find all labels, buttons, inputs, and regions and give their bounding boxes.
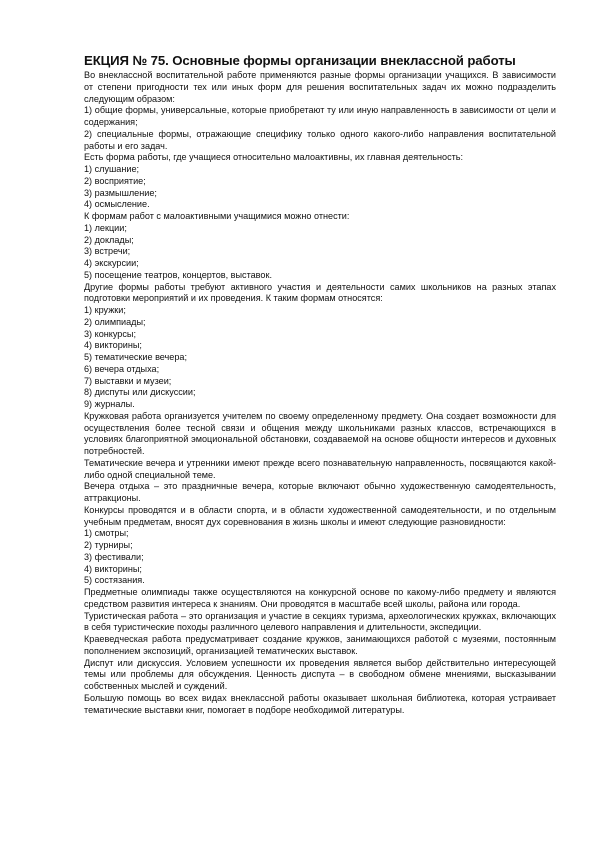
paragraph: 9) журналы.	[84, 399, 135, 409]
paragraph: Краеведческая работа предусматривает создание кружков, занимающихся работой с музеями, постоянным пополнением экспозиций, организацией тематических выставок.	[84, 634, 556, 656]
paragraph: 2) турниры;	[84, 540, 133, 550]
paragraph: 2) доклады;	[84, 234, 134, 245]
paragraph: 8) диспуты или дискуссии;	[84, 387, 196, 398]
paragraph: 5) посещение театров, концертов, выставок.	[84, 269, 272, 280]
paragraph: 3) конкурсы;	[84, 328, 136, 339]
paragraph: Диспут или дискуссия. Условием успешности их проведения является выбор действительно интересующей темы или проблемы для обсуждения. Ценность диспута – в свободном обмене мнениями, высказывании собственных мыслей и суждений.	[84, 657, 556, 691]
paragraph: 1) смотры;	[84, 528, 129, 539]
paragraph: Вечера отдыха – это праздничные вечера, которые включают обычно художественную самодеятельность, аттракционы.	[84, 481, 556, 503]
paragraph: 2) восприятие;	[84, 175, 146, 186]
paragraph: 3) фестивали;	[84, 551, 144, 562]
paragraph: 1) общие формы, универсальные, которые приобретают ту или иную направленность в зависимости от цели и содержания;	[84, 105, 556, 127]
paragraph: 2) специальные формы, отражающие специфику только одного какого-либо направления воспитательной работы и его задач.	[84, 128, 556, 151]
paragraph: 4) викторины;	[84, 563, 142, 574]
paragraph: Тематические вечера и утренники имеют прежде всего познавательную направленность, посвящаются какой-либо одной специальной теме.	[84, 457, 556, 480]
paragraph: Предметные олимпиады также осуществляются на конкурсной основе по какому-либо предмету и являются средством развития интереса к знаниям. Они проводятся в масштабе всей школы, района или города.	[84, 587, 556, 609]
paragraph: 3) размышление;	[84, 187, 157, 198]
paragraph: К формам работ с малоактивными учащимися можно отнести:	[84, 211, 350, 221]
paragraph: Туристическая работа – это организация и участие в секциях туризма, археологических кружках, включающих в себя туристические походы различного целевого направления и длительности, экспедиции.	[84, 610, 556, 633]
paragraph: Другие формы работы требуют активного участия и деятельности самих школьников на разных этапах подготовки мероприятий и их проведения. К таким формам относятся:	[84, 281, 556, 304]
paragraph: 7) выставки и музеи;	[84, 375, 172, 386]
paragraph: Конкурсы проводятся и в области спорта, и в области художественной самодеятельности, и по отдельным учебным предметам, вносят дух соревнования в жизнь школы и имеют следующие разновидности:	[84, 504, 556, 527]
paragraph: 2) олимпиады;	[84, 316, 146, 327]
paragraph: 5) тематические вечера;	[84, 352, 187, 362]
paragraph: 1) кружки;	[84, 305, 126, 315]
paragraph: Во внеклассной воспитательной работе применяются разные формы организации учащихся. В зависимости от степени пригодности тех или иных форм для решения воспитательных задач их можно подразделить следующим образом:	[84, 70, 556, 104]
paragraph: 6) вечера отдыха;	[84, 363, 160, 374]
paragraph: Есть форма работы, где учащиеся относительно малоактивны, их главная деятельность:	[84, 152, 464, 163]
paragraph: 3) встречи;	[84, 246, 131, 257]
lecture-body	[84, 70, 556, 716]
document-page	[84, 52, 556, 716]
paragraph: 4) викторины;	[84, 340, 142, 351]
lecture-title: ЕКЦИЯ № 75. Основные формы организации внеклассной работы	[84, 53, 516, 68]
paragraph: Кружковая работа организуется учителем по своему определенному предмету. Она создает возможности для осуществления более тесной связи и общения между школьниками разных классов, встречающихся в условиях благоприятной эмоциональной обстановки, создаваемой на основе общности интересов и духовных потребностей.	[84, 410, 556, 456]
paragraph: 4) экскурсии;	[84, 258, 139, 268]
paragraph: Большую помощь во всех видах внеклассной работы оказывает школьная библиотека, которая устраивает тематические выставки книг, помогает в подборе необходимой литературы.	[84, 692, 556, 715]
paragraph: 1) слушание;	[84, 164, 140, 174]
paragraph: 4) осмысление.	[84, 199, 150, 210]
paragraph: 5) состязания.	[84, 575, 145, 586]
paragraph: 1) лекции;	[84, 222, 127, 233]
